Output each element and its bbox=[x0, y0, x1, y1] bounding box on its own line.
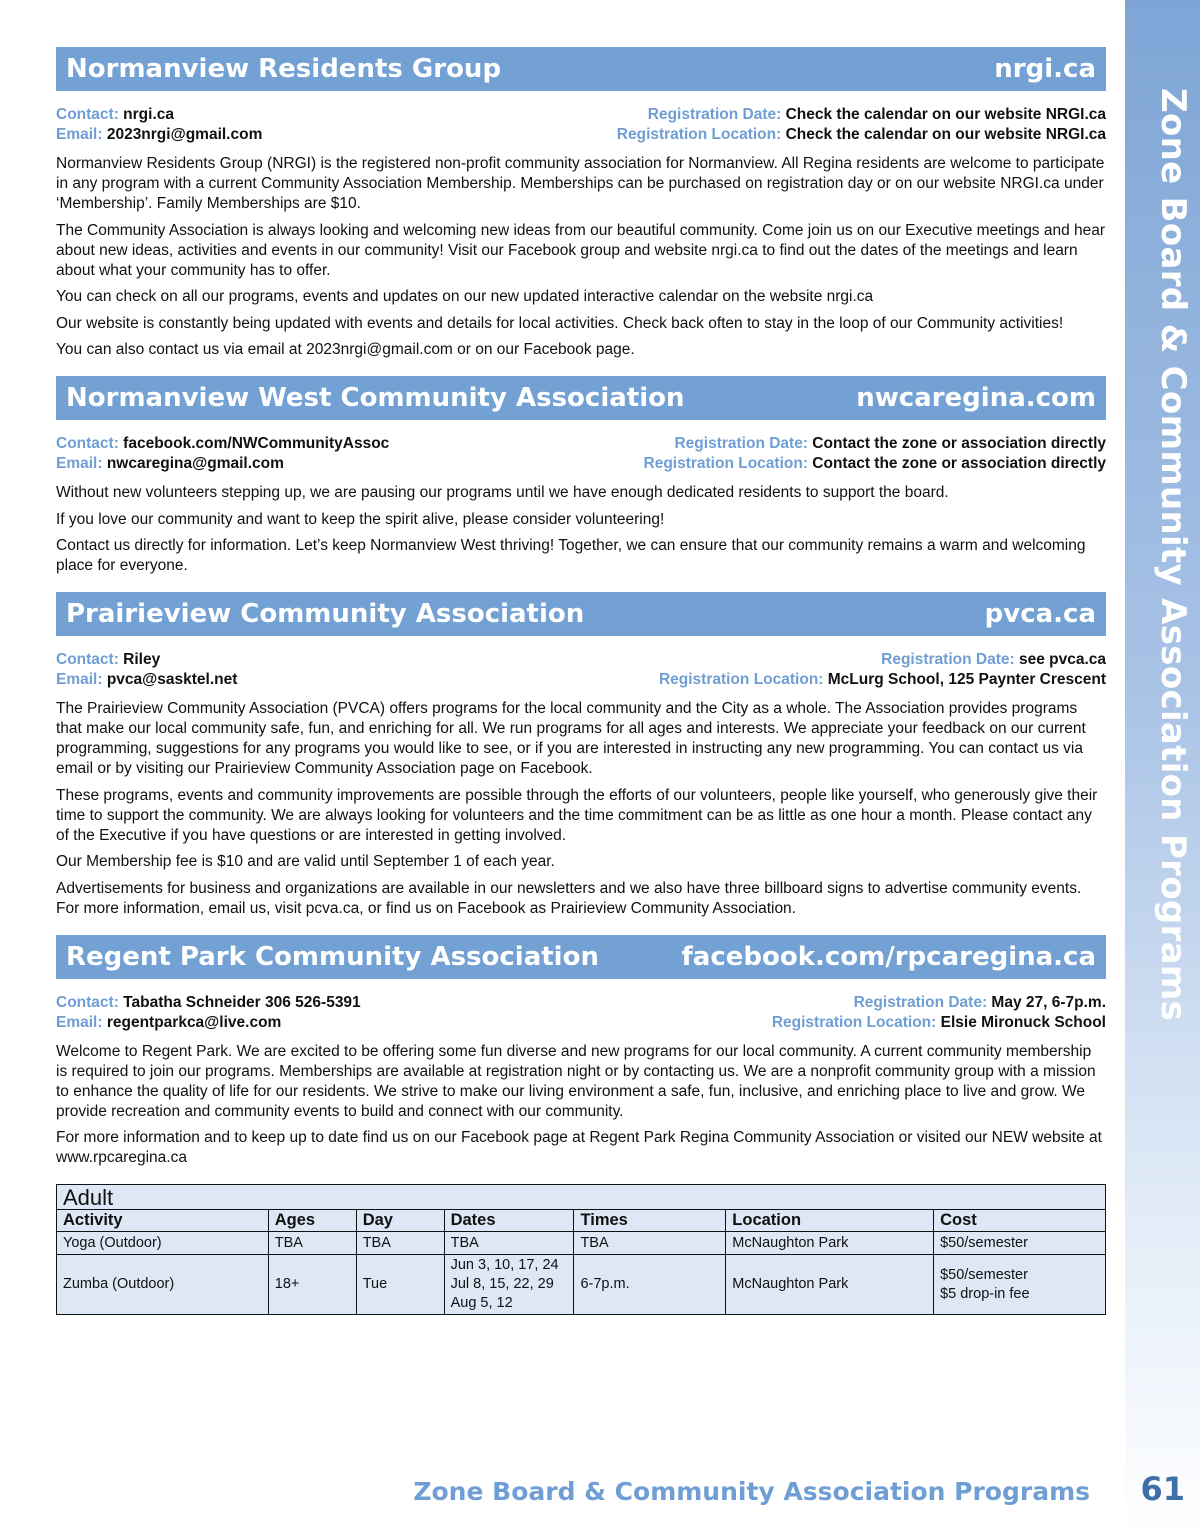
col-header: Times bbox=[574, 1210, 726, 1232]
col-header: Location bbox=[726, 1210, 934, 1232]
section-url[interactable]: facebook.com/rpcaregina.ca bbox=[681, 941, 1096, 972]
email-value[interactable]: nwcaregina@gmail.com bbox=[106, 455, 284, 472]
table-cell: $50/semester $5 drop-in fee bbox=[934, 1255, 1106, 1315]
section-header bbox=[56, 376, 1106, 420]
reg-location-label: Registration Location: bbox=[643, 455, 813, 472]
reg-date-value: May 27, 6-7p.m. bbox=[991, 993, 1106, 1011]
table-cell: TBA bbox=[356, 1232, 444, 1255]
paragraph: Without new volunteers stepping up, we are pausing our programs until we have enough dedicated residents to support the board. bbox=[56, 484, 949, 501]
contact-label: Contact: bbox=[56, 993, 124, 1011]
paragraph: Our website is constantly being updated with events and details for local activities. Check back often to stay in the loop of our Community activities! bbox=[56, 314, 1064, 332]
section-regent-park bbox=[56, 935, 1106, 1316]
col-header: Activity bbox=[57, 1210, 269, 1232]
table-cell: TBA bbox=[268, 1232, 356, 1255]
paragraph: Contact us directly for information. Let’s keep Normanview West thriving! Together, we can ensure that our community remains a warm and welcoming place for everyone. bbox=[56, 537, 1086, 574]
section-title: Normanview Residents Group bbox=[66, 54, 502, 84]
paragraph: Our Membership fee is $10 and are valid until September 1 of each year. bbox=[56, 853, 555, 870]
reg-date-value: see pvca.ca bbox=[1018, 651, 1106, 668]
col-header: Cost bbox=[934, 1210, 1106, 1232]
contact-value: Riley bbox=[123, 651, 161, 668]
table-cell: Zumba (Outdoor) bbox=[57, 1255, 269, 1315]
col-header: Day bbox=[356, 1210, 444, 1232]
table-cell: McNaughton Park bbox=[726, 1255, 934, 1315]
section-url[interactable]: nrgi.ca bbox=[994, 54, 1096, 84]
contact-label: Contact: bbox=[56, 106, 124, 123]
reg-location-label: Registration Location: bbox=[771, 1013, 941, 1031]
reg-date-value: Check the calendar on our website NRGI.ca bbox=[785, 106, 1106, 123]
table-cell: $50/semester bbox=[934, 1232, 1106, 1255]
page-number: 61 bbox=[1140, 1470, 1185, 1508]
contact-value[interactable]: facebook.com/NWCommunityAssoc bbox=[123, 435, 390, 452]
table-cell: TBA bbox=[444, 1232, 574, 1255]
program-table bbox=[56, 1184, 1106, 1315]
section-title: Normanview West Community Association bbox=[66, 383, 685, 413]
reg-location-value: Contact the zone or association directly bbox=[812, 455, 1106, 472]
table-cell: 18+ bbox=[268, 1255, 356, 1315]
table-cell: McNaughton Park bbox=[726, 1232, 934, 1255]
table-row bbox=[57, 1255, 1106, 1315]
paragraph: These programs, events and community improvements are possible through the efforts of our volunteers, people like yourself, who generously give their time to support the community. We are always looking for volunteers and the time commitment can be as little as one hour a month. Please contact any of the Executive if you have questions or are interested in getting involved. bbox=[56, 786, 1098, 844]
email-value[interactable]: regentparkca@live.com bbox=[106, 1013, 282, 1031]
col-header: Ages bbox=[268, 1210, 356, 1232]
email-label: Email: bbox=[56, 126, 107, 143]
section-normanview-residents bbox=[56, 47, 1106, 360]
paragraph: For more information and to keep up to date find us on our Facebook page at Regent Park Regina Community Association or visited our NEW website at www.rpcaregina.ca bbox=[56, 1129, 1102, 1166]
paragraph: You can check on all our programs, events and updates on our new updated interactive calendar on the website nrgi.ca bbox=[56, 288, 874, 305]
info-block bbox=[56, 993, 1106, 1033]
section-url[interactable]: pvca.ca bbox=[984, 599, 1096, 629]
table-cell: Jun 3, 10, 17, 24 Jul 8, 15, 22, 29 Aug 5, 12 bbox=[444, 1255, 574, 1315]
table-cell: TBA bbox=[574, 1232, 726, 1255]
section-title: Prairieview Community Association bbox=[66, 599, 585, 629]
email-label: Email: bbox=[56, 671, 107, 688]
reg-location-value: McLurg School, 125 Paynter Crescent bbox=[827, 671, 1106, 688]
info-block bbox=[56, 434, 1106, 474]
reg-date-label: Registration Date: bbox=[853, 993, 992, 1011]
section-header bbox=[56, 935, 1106, 979]
col-header: Dates bbox=[444, 1210, 574, 1232]
reg-location-label: Registration Location: bbox=[616, 126, 786, 143]
table-cell: Tue bbox=[356, 1255, 444, 1315]
section-prairieview bbox=[56, 592, 1106, 919]
reg-date-value: Contact the zone or association directly bbox=[812, 435, 1106, 452]
reg-location-value: Elsie Mironuck School bbox=[940, 1013, 1106, 1031]
side-band bbox=[1125, 0, 1200, 1538]
page-content bbox=[56, 47, 1106, 1331]
section-title: Regent Park Community Association bbox=[66, 941, 599, 972]
table-cell: Yoga (Outdoor) bbox=[57, 1232, 269, 1255]
email-value[interactable]: pvca@sasktel.net bbox=[106, 671, 238, 688]
reg-date-label: Registration Date: bbox=[647, 106, 786, 123]
side-title: Zone Board & Community Association Programs bbox=[1153, 88, 1193, 1022]
paragraph: Normanview Residents Group (NRGI) is the registered non-profit community association for Normanview. All Regina residents are welcome to participate in any program with a current Community Association Membership. Memberships can be purchased on registration day or on our website NRGI.ca under ‘Membership’. Family Memberships are $10. bbox=[56, 155, 1105, 212]
section-header bbox=[56, 47, 1106, 91]
email-value[interactable]: 2023nrgi@gmail.com bbox=[106, 126, 263, 143]
reg-location-value: Check the calendar on our website NRGI.ca bbox=[785, 126, 1106, 143]
table-header-row bbox=[57, 1210, 1106, 1232]
contact-value[interactable]: nrgi.ca bbox=[123, 106, 174, 123]
table-row bbox=[57, 1232, 1106, 1255]
reg-date-label: Registration Date: bbox=[674, 435, 813, 452]
table-caption: Adult bbox=[57, 1185, 1106, 1210]
reg-location-label: Registration Location: bbox=[658, 671, 828, 688]
paragraph: You can also contact us via email at 2023nrgi@gmail.com or on our Facebook page. bbox=[56, 341, 635, 358]
paragraph: Welcome to Regent Park. We are excited to be offering some fun diverse and new programs for our local community. A current community membership is required to join our programs. Memberships are available at registration night or by contacting us. We are a nonprofit community group with a mission to enhance the quality of life for our residents. We strive to make our living environment a safe, fun, inclusive, and enriching place to live and grow. We provide recreation and community events to build and connect with our community. bbox=[56, 1042, 1096, 1120]
email-label: Email: bbox=[56, 1013, 107, 1031]
info-block bbox=[56, 105, 1106, 145]
footer-title: Zone Board & Community Association Programs bbox=[413, 1477, 1090, 1506]
reg-date-label: Registration Date: bbox=[881, 651, 1019, 668]
section-header bbox=[56, 592, 1106, 636]
contact-label: Contact: bbox=[56, 435, 124, 452]
email-label: Email: bbox=[56, 455, 107, 472]
info-block bbox=[56, 650, 1106, 690]
paragraph: The Prairieview Community Association (PVCA) offers programs for the local community and the City as a whole. The Association provides programs that make our local community safe, fun, and enriching for all. We run programs for all ages and interests. We appreciate your feedback on our current programming, suggestions for any programs you would like to see, or if you are interested in instructing any new programming. You can contact us via email or by visiting our Prairieview Community Association page on Facebook. bbox=[56, 700, 1086, 777]
paragraph: If you love our community and want to keep the spirit alive, please consider volunteering! bbox=[56, 510, 665, 528]
contact-label: Contact: bbox=[56, 651, 124, 668]
section-url[interactable]: nwcaregina.com bbox=[856, 383, 1096, 413]
table-cell: 6-7p.m. bbox=[574, 1255, 726, 1315]
section-normanview-west bbox=[56, 376, 1106, 576]
paragraph: The Community Association is always looking and welcoming new ideas from our beautiful community. Come join us on our Executive meetings and hear about new ideas, activities and events in our community! Visit our Facebook group and website nrgi.ca to find out the dates of the meetings and learn about what your community has to offer. bbox=[56, 221, 1106, 279]
contact-value: Tabatha Schneider 306 526-5391 bbox=[123, 993, 361, 1011]
paragraph: Advertisements for business and organizations are available in our newsletters and we also have three billboard signs to advertise community events. For more information, email us, visit pcva.ca, or find us on Facebook as Prairieview Community Association. bbox=[56, 879, 1082, 917]
